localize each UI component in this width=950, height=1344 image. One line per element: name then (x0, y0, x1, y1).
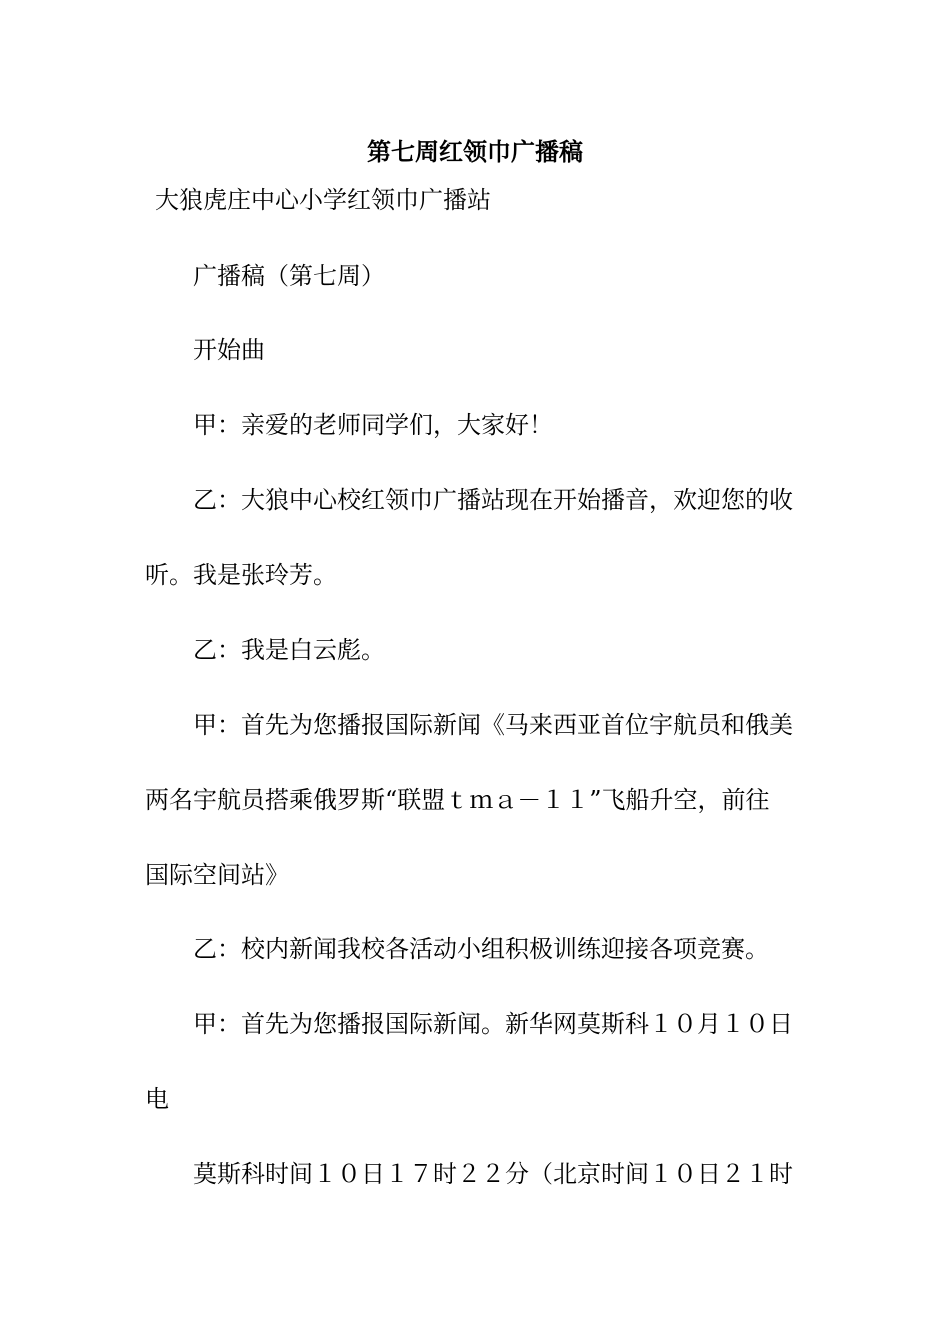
paragraph-line: 听。我是张玲芳。 (145, 561, 337, 589)
paragraph-line: 电 (145, 1085, 169, 1113)
paragraph-line: 乙：大狼中心校红领巾广播站现在开始播音，欢迎您的收 (193, 486, 793, 514)
paragraph-line: 甲：首先为您播报国际新闻《马来西亚首位宇航员和俄美 (193, 711, 793, 739)
station-name: 大狼虎庄中心小学红领巾广播站 (155, 186, 491, 214)
paragraph-line: 国际空间站》 (145, 861, 289, 889)
paragraph-line: 开始曲 (193, 336, 265, 364)
paragraph-line: 甲：首先为您播报国际新闻。新华网莫斯科１０月１０日 (193, 1010, 793, 1038)
paragraph-line: 乙：我是白云彪。 (193, 636, 385, 664)
paragraph-line: 甲：亲爱的老师同学们，大家好！ (193, 411, 553, 439)
paragraph-line: 广播稿（第七周） (193, 262, 385, 290)
paragraph-line: 乙：校内新闻我校各活动小组积极训练迎接各项竞赛。 (193, 935, 769, 963)
document-title: 第七周红领巾广播稿 (367, 138, 583, 166)
paragraph-line: 两名宇航员搭乘俄罗斯“联盟ｔｍａ－１１”飞船升空，前往 (145, 786, 770, 814)
paragraph-line: 莫斯科时间１０日１７时２２分（北京时间１０日２１时 (193, 1160, 793, 1188)
